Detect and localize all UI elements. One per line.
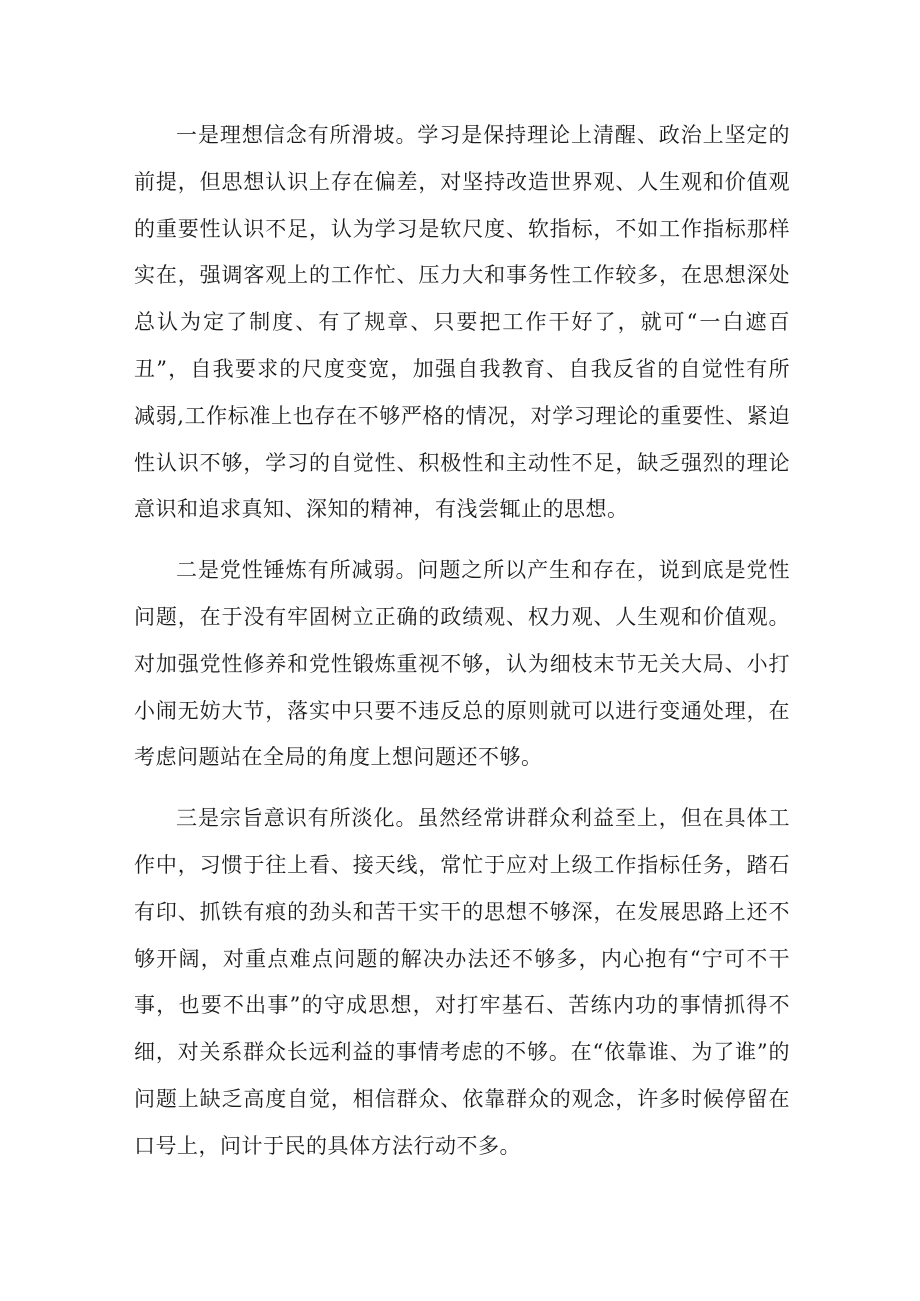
paragraph-purpose-awareness: 三是宗旨意识有所淡化。虽然经常讲群众利益至上，但在具体工作中，习惯于往上看、接天线，常忙于应对上级工作指标任务，踏石有印、抓铁有痕的劲头和苦干实干的思想不够深，在发展思路上还不够开阔，对重点难点问题的解决办法还不够多，内心抱有“宁可不干事，也要不出事”的守成思想，对打牢基石、苦练内功的事情抓得不细，对关系群众长远利益的事情考虑的不够。在“依靠谁、为了谁”的问题上缺乏高度自觉，相信群众、依靠群众的观念，许多时候停留在口号上，问计于民的具体方法行动不多。 <box>134 806 790 1158</box>
document-body <box>134 112 790 1170</box>
paragraph-party-spirit: 二是党性锤炼有所减弱。问题之所以产生和存在，说到底是党性问题，在于没有牢固树立正确的政绩观、权力观、人生观和价值观。对加强党性修养和党性锻炼重视不够，认为细枝末节无关大局、小打小闹无妨大节，落实中只要不违反总的原则就可以进行变通处理，在考虑问题站在全局的角度上想问题还不够。 <box>134 558 790 770</box>
paragraph-ideals-belief: 一是理想信念有所滑坡。学习是保持理论上清醒、政治上坚定的前提，但思想认识上存在偏差，对坚持改造世界观、人生观和价值观的重要性认识不足，认为学习是软尺度、软指标，不如工作指标那样实在，强调客观上的工作忙、压力大和事务性工作较多，在思想深处总认为定了制度、有了规章、只要把工作干好了，就可“一白遮百丑”，自我要求的尺度变宽，加强自我教育、自我反省的自觉性有所减弱,工作标准上也存在不够严格的情况，对学习理论的重要性、紧迫性认识不够，学习的自觉性、积极性和主动性不足，缺乏强烈的理论意识和追求真知、深知的精神，有浅尝辄止的思想。 <box>134 123 790 522</box>
